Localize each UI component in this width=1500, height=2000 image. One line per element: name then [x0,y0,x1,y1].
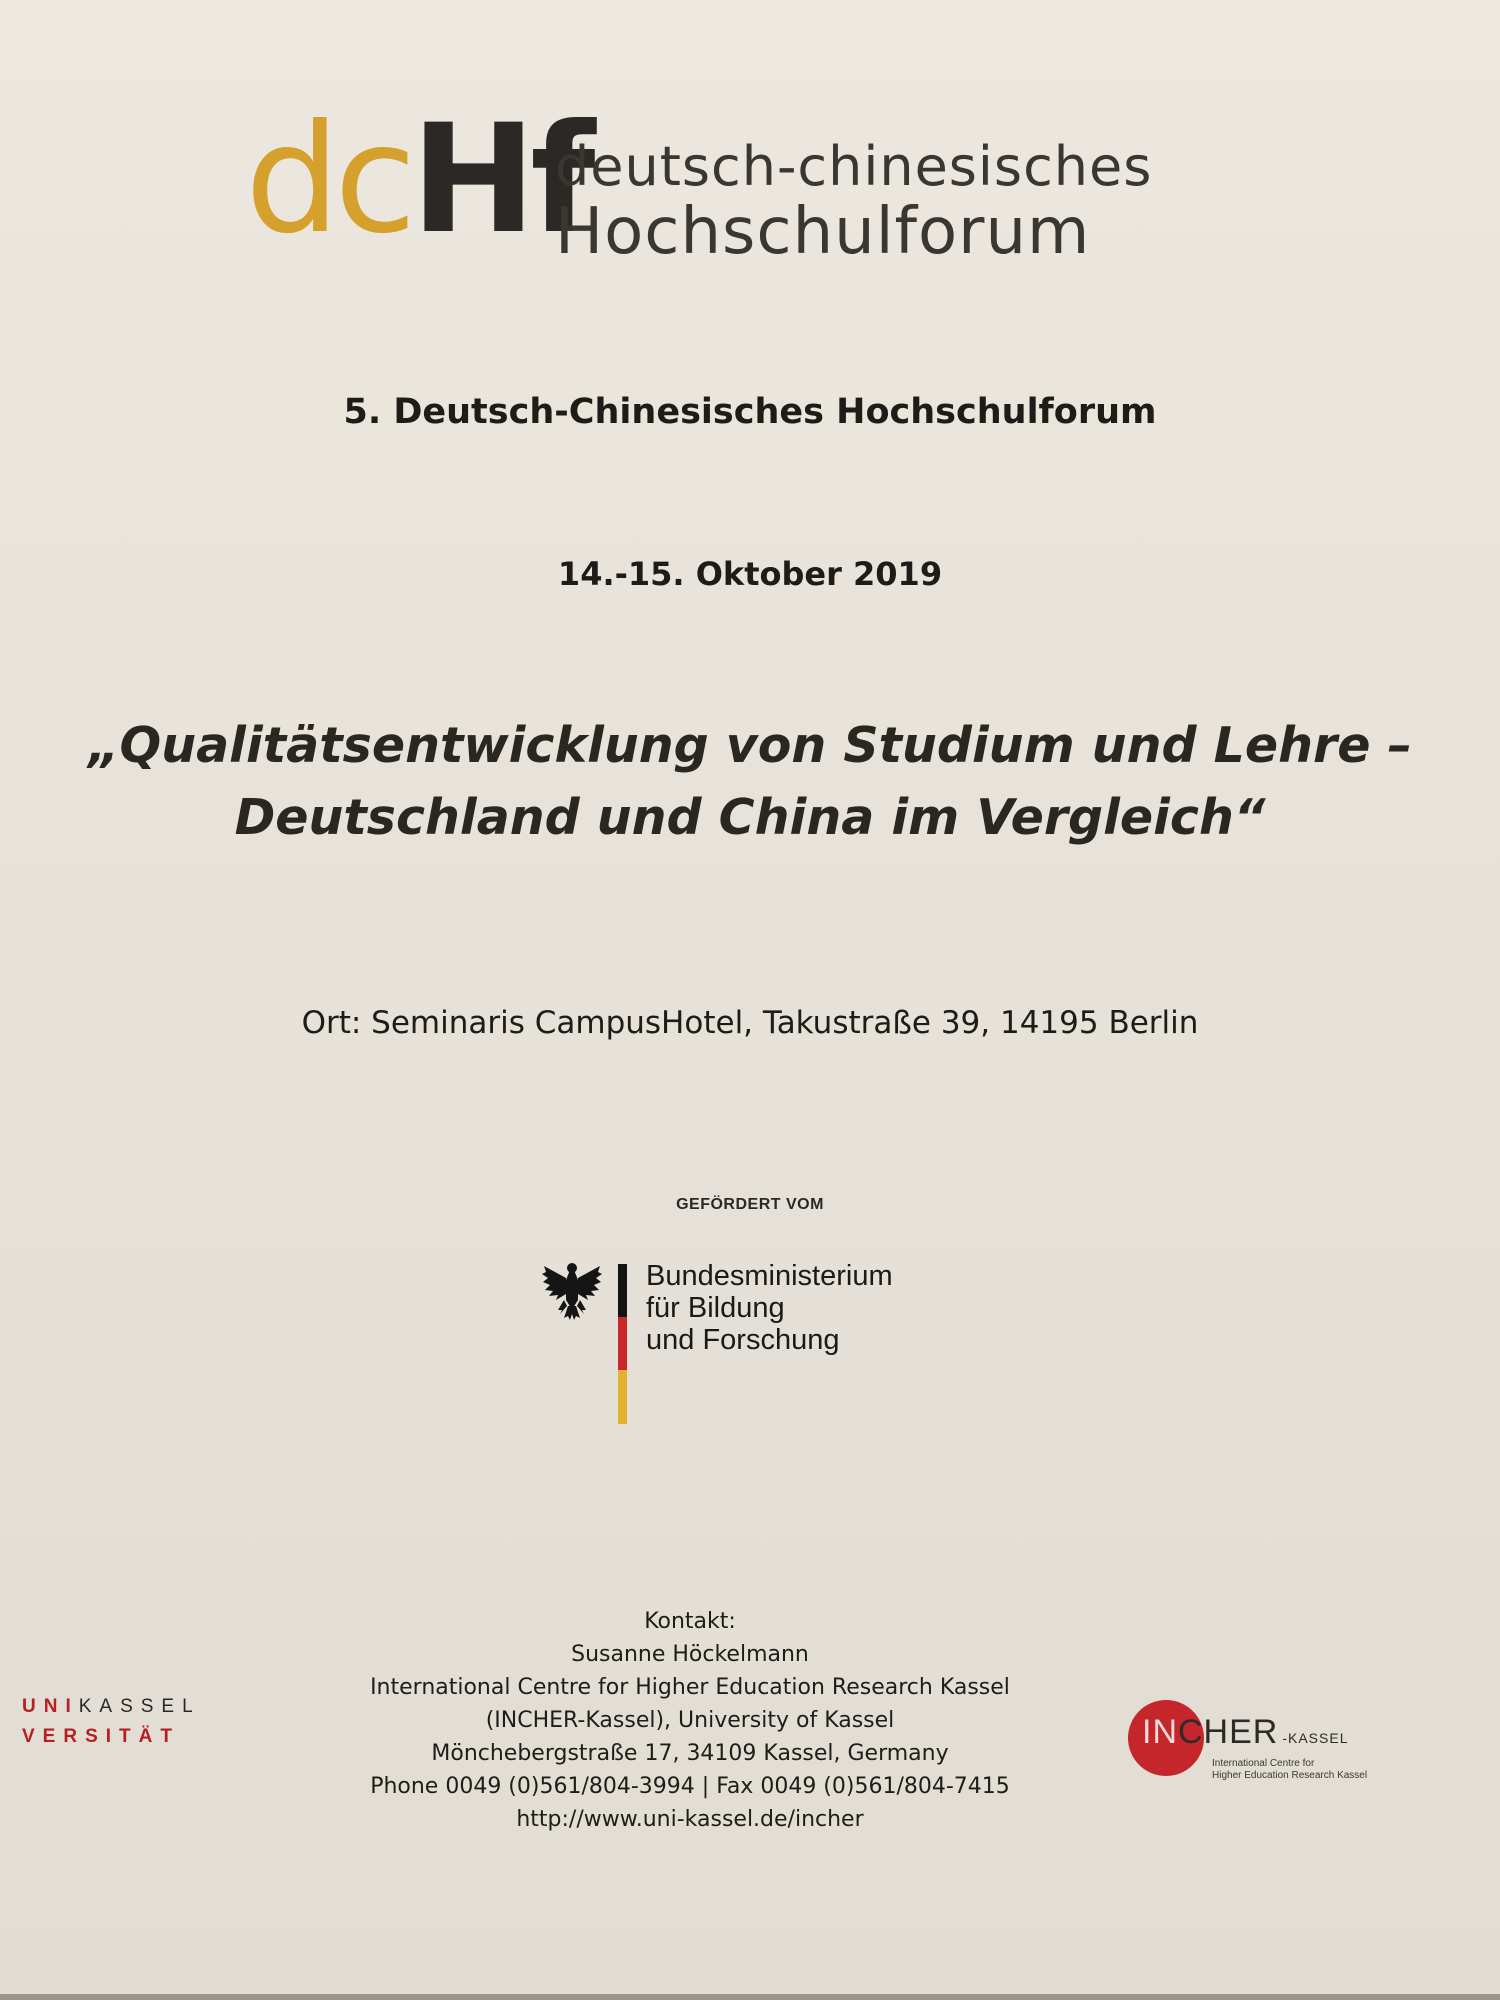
contact-heading: Kontakt: [644,1609,736,1634]
incher-kassel: -KASSEL [1282,1730,1349,1746]
flag-black-stripe [618,1264,627,1317]
logo-mark-dc: dc [245,93,411,267]
logo-line1: deutsch-chinesisches [555,135,1153,198]
incher-sub1: International Centre for [1212,1758,1315,1769]
uni-kassel-logo [22,1692,201,1752]
event-venue: Ort: Seminaris CampusHotel, Takustraße 39, 14195 Berlin [301,1005,1199,1041]
event-date: 14.-15. Oktober 2019 [557,555,943,593]
contact-block [290,1605,1090,1836]
bmbf-line2: für Bildung [646,1292,785,1324]
incher-sub2: Higher Education Research Kassel [1212,1770,1368,1781]
uni-kassel-row2 [22,1722,201,1752]
page-bottom-edge [0,1994,1500,2000]
incher-cher: CHER [1178,1713,1279,1751]
federal-eagle-icon [540,1258,604,1322]
bmbf-line3: und Forschung [646,1324,840,1356]
flag-gold-stripe [618,1370,627,1424]
logo-mark-hf: Hf [410,93,590,267]
contact-name: Susanne Höckelmann [571,1642,809,1667]
bmbf-logo [540,1258,940,1428]
incher-subtitle [1212,1758,1367,1782]
uni-kassel-uni: UNI [22,1696,79,1717]
dchf-logo [245,95,1225,275]
contact-phone-fax: Phone 0049 (0)561/804-3994 | Fax 0049 (0)561/804-7415 [370,1774,1010,1799]
uni-kassel-kassel: KASSEL [78,1696,201,1717]
flag-red-stripe [618,1317,627,1370]
contact-address: Mönchebergstraße 17, 34109 Kassel, Germany [431,1741,949,1766]
dchf-logo-mark [245,95,589,265]
event-headline [0,710,1500,854]
headline-line2: Deutschland und China im Vergleich“ [234,789,1266,846]
german-flag-bar [618,1264,627,1424]
uni-kassel-row1 [22,1692,201,1722]
contact-url: http://www.uni-kassel.de/incher [516,1807,864,1832]
incher-wordmark [1142,1712,1348,1758]
uni-kassel-versitaet: VERSITÄT [22,1726,180,1747]
bmbf-line1: Bundesministerium [646,1260,893,1292]
contact-org-line1: International Centre for Higher Education Research Kassel [370,1675,1010,1700]
dchf-logo-text [555,137,1152,267]
bmbf-name [646,1260,893,1356]
funded-by-label: GEFÖRDERT VOM [676,1196,824,1213]
contact-org-line2: (INCHER-Kassel), University of Kassel [485,1708,895,1733]
headline-line1: „Qualitätsentwicklung von Studium und Lehre – [88,717,1412,774]
incher-logo [1126,1698,1426,1788]
logo-line2: Hochschulforum [555,195,1091,269]
forum-title: 5. Deutsch-Chinesisches Hochschulforum [343,392,1157,432]
incher-in: IN [1142,1713,1178,1751]
